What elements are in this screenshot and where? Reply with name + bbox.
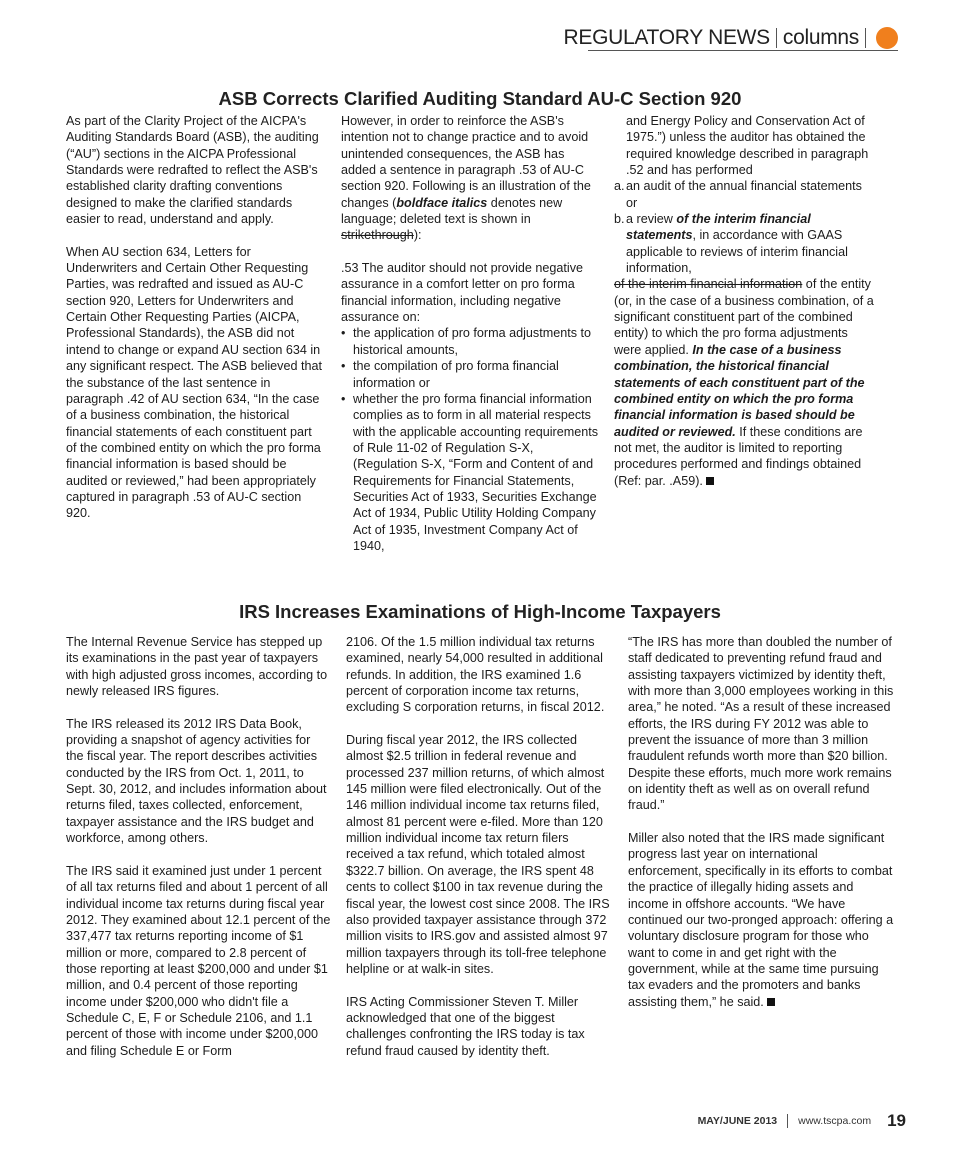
paragraph: “The IRS has more than doubled the number of staff dedicated to preventing refund fraud and assisting taxpayers victimized by identity theft, with more than 3,000 employees working in this area,” he noted. “As a result of these increased efforts, the IRS during FY 2012 was able to prevent the issuance of more than 3 million fraudulent refunds worth more than $20 billion. Despite these efforts, much more work remains on identity theft as well as on overall refund fraud.” bbox=[628, 635, 894, 813]
footer-divider bbox=[787, 1114, 788, 1128]
article-title-asb: ASB Corrects Clarified Auditing Standard AU-C Section 920 bbox=[218, 88, 742, 109]
paragraph: The IRS released its 2012 IRS Data Book, providing a snapshot of agency activities for the fiscal year. The report describes activities conducted by the IRS from Oct. 1, 2011, to Sept. 30, 2012, and includes information about returns filed, taxes collected, enforcement, taxpayer assistance and the IRS budget and workforce, among others. bbox=[66, 716, 327, 846]
header-divider bbox=[865, 28, 866, 48]
paragraph: .53 The auditor should not provide negative assurance in a comfort letter on pro forma financial information, including negative assurance on: bbox=[341, 261, 584, 325]
paragraph: As part of the Clarity Project of the AICPA's Auditing Standards Board (ASB), the auditing (“AU”) sections in the AICPA Professional Standards were redrafted to reflect the ASB's established clarity drafting conventions designed to make the clarified standards easier to read, understand and apply. bbox=[66, 114, 319, 227]
website-url: www.tscpa.com bbox=[798, 1115, 872, 1127]
article1-column-3 bbox=[614, 113, 876, 489]
paragraph: Miller also noted that the IRS made significant progress last year on international enforcement, specifically in its efforts to combat the practice of illegally hiding assets and income in offshore accounts. “We have continued our two-pronged approach: offering a voluntary disclosure program for those who want to come in and get right with the government, while at the same time pursuing tax evaders and the promoters and banks assisting them,” he said. bbox=[628, 831, 894, 1009]
end-mark-icon bbox=[706, 477, 714, 485]
bullet-icon: • bbox=[341, 391, 346, 406]
section-name: REGULATORY NEWS bbox=[563, 26, 770, 49]
end-mark-icon bbox=[767, 998, 775, 1006]
header-rule bbox=[588, 50, 898, 51]
list-item: • whether the pro forma financial information complies as to form in all material respects with the applicable accounting requirements of Rule 11-02 of Regulation S-X, (Regulation S-X, “Form and Content of and Requirements for Financial Statements, Securities Act of 1933, Securities Exchange Act of 1934, Public Utility Holding Company Act of 1935, Investment Company Act of 1940, bbox=[341, 391, 599, 553]
header-divider bbox=[776, 28, 777, 48]
section-header bbox=[564, 26, 898, 50]
page-footer bbox=[698, 1111, 906, 1131]
article1-column-2 bbox=[341, 113, 599, 554]
paragraph: When AU section 634, Letters for Underwriters and Certain Other Requesting Parties, was redrafted and issued as AU-C section 920, Letters for Underwriters and Certain Other Requesting Parties (AICPA, Professional Standards), the ASB did not intend to change or expand AU section 634 in any significant respect. The ASB believed that the substance of the last sentence in paragraph .42 of AU section 634, “In the case of a business combination, the historical financial statements of each constituent part of the combined entity on which the pro forma financial information is based should be audited or reviewed,” had been appropriately captured in paragraph .53 of AU-C section 920. bbox=[66, 244, 322, 521]
paragraph: However, in order to reinforce the ASB's intention not to change practice and to avoid unintended consequences, the ASB has added a sentence in paragraph .53 of AU-C section 920. Following is an illustration of the changes (boldface italics denotes new language; deleted text is shown in strikethrough): bbox=[341, 114, 591, 243]
paragraph: and Energy Policy and Conservation Act of 1975.”) unless the auditor has obtained the required knowledge described in paragraph .52 and has performed bbox=[626, 114, 869, 178]
paragraph: 2106. Of the 1.5 million individual tax returns examined, nearly 54,000 resulted in additional refunds. In addition, the IRS examined 1.6 percent of corporation income tax returns, excluding S corporation returns, in fiscal 2012. bbox=[346, 635, 605, 715]
article-title-irs: IRS Increases Examinations of High-Income Taxpayers bbox=[239, 601, 721, 622]
paragraph: of the interim financial information of the entity (or, in the case of a business combination, of a significant constituent part of the combined entity) to which the pro forma adjustments were applied. In the case of a business combination, the historical financial statements of each constituent part of the combined entity on which the pro forma financial information is based should be audited or reviewed. If these conditions are not met, the auditor is limited to reporting procedures performed and findings obtained (Ref: par. .A59). bbox=[614, 277, 874, 488]
bullet-icon: • bbox=[341, 359, 346, 374]
list-item: • the compilation of pro forma financial information or bbox=[341, 359, 559, 390]
list-item: a. an audit of the annual financial statements or bbox=[614, 179, 862, 210]
article2-column-2 bbox=[346, 634, 610, 1075]
page-number: 19 bbox=[887, 1111, 906, 1130]
article2-column-3 bbox=[628, 634, 894, 1026]
article2-column-1 bbox=[66, 634, 331, 1075]
list-item: • the application of pro forma adjustments to historical amounts, bbox=[341, 326, 592, 357]
article1-column-1 bbox=[66, 113, 322, 538]
paragraph: The IRS said it examined just under 1 percent of all tax returns filed and about 1 percent of all individual income tax returns during fiscal year 2012. They examined about 12.1 percent of the 337,477 tax returns reporting income of $1 million or more, compared to 2.8 percent of those reporting at least $200,000 and under $1 million, and 0.4 percent of those reporting income under $200,000 who didn't file a Schedule C, E, F or Schedule 2106, and 1.1 percent of those with income under $200,000 and filing Schedule E or Form bbox=[66, 863, 331, 1058]
list-item: b. a review of the interim financial statements, in accordance with GAAS applicable to reviews of interim financial information, bbox=[614, 212, 848, 276]
issue-date: MAY/JUNE 2013 bbox=[697, 1115, 778, 1127]
paragraph: During fiscal year 2012, the IRS collected almost $2.5 trillion in federal revenue and processed 237 million returns, of which almost 145 million were filed electronically. Out of the 146 million individual income tax returns filed, almost 81 percent were e-filed. More than 120 million individual income tax return filers received a tax refund, which totaled almost $322.7 billion. On average, the IRS spent 48 cents to collect $100 in tax revenue during the fiscal year, the lowest cost since 2008. The IRS also provided taxpayer assistance through 372 million visits to IRS.gov and assisted almost 97 million taxpayers through its toll-free telephone helpline or at walk-in sites. bbox=[346, 733, 610, 976]
orange-dot-icon bbox=[876, 27, 898, 49]
subsection-name: columns bbox=[782, 26, 859, 49]
paragraph: The Internal Revenue Service has stepped up its examinations in the past year of taxpayers with high adjusted gross incomes, according to newly released IRS figures. bbox=[66, 635, 328, 699]
paragraph: IRS Acting Commissioner Steven T. Miller acknowledged that one of the biggest challenges confronting the IRS today is tax refund fraud caused by identity theft. bbox=[346, 994, 585, 1058]
bullet-icon: • bbox=[341, 326, 346, 341]
